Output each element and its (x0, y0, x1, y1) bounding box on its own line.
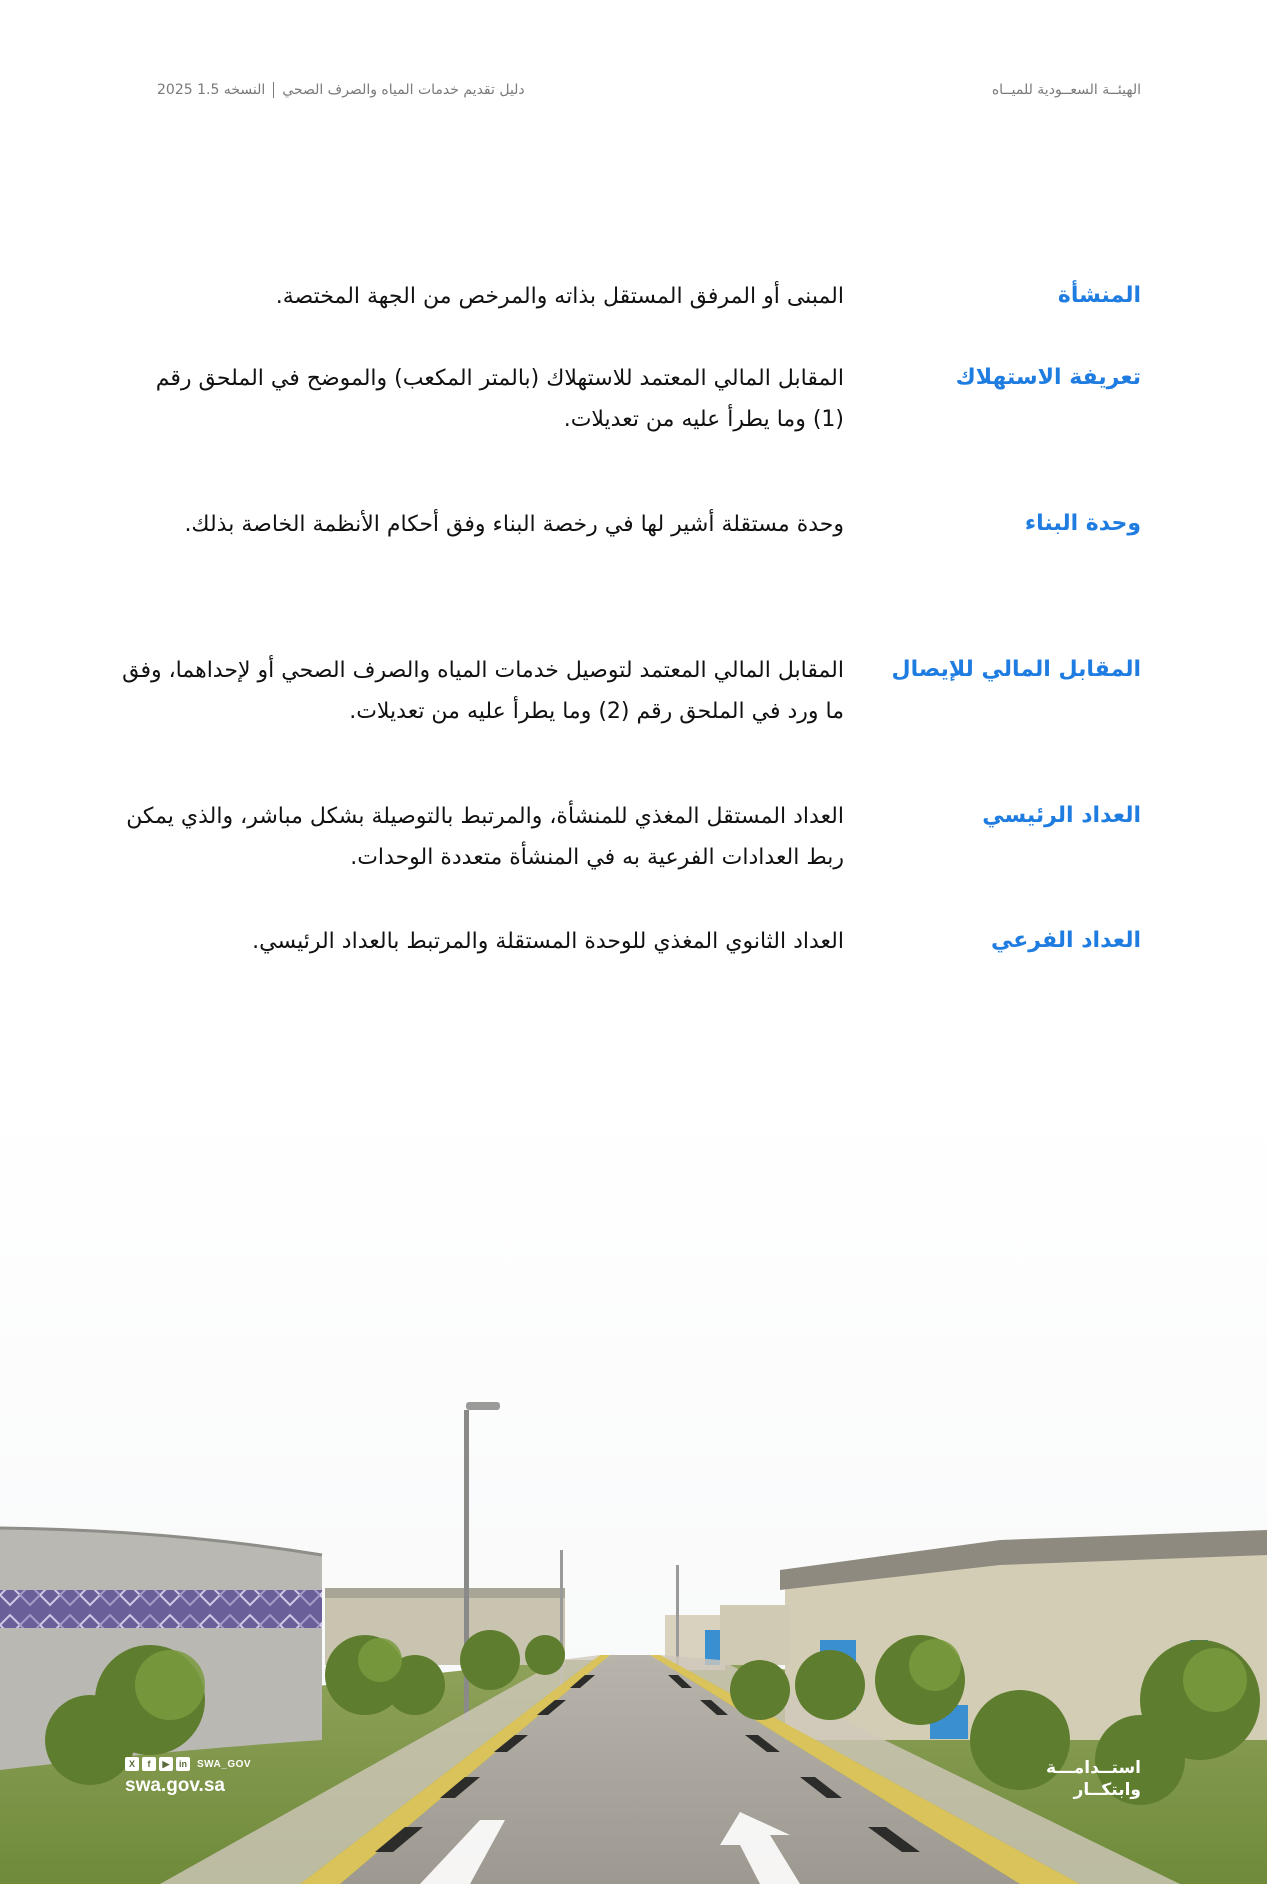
website-link[interactable]: swa.gov.sa (125, 1775, 225, 1796)
definition-row (120, 504, 1141, 545)
slogan (1046, 1757, 1141, 1801)
definition-description: العداد المستقل المغذي للمنشأة، والمرتبط بالتوصيلة بشكل مباشر، والذي يمكن ربط العدادات الفرعية به في المنشأة متعددة الوحدات. (126, 804, 844, 870)
page-header (157, 78, 1141, 102)
x-icon[interactable]: X (125, 1757, 139, 1771)
social-handle: SWA_GOV (197, 1758, 252, 1770)
slogan-line: استــدامـــة (1045, 1758, 1141, 1778)
social-footer (125, 1757, 251, 1797)
definition-description: وحدة مستقلة أشير لها في رخصة البناء وفق أحكام الأنظمة الخاصة بذلك. (184, 512, 844, 537)
social-links (125, 1757, 251, 1771)
guide-title: دليل تقديم خدمات المياه والصرف الصحي (282, 82, 525, 98)
definition-term: وحدة البناء (1024, 511, 1141, 536)
definition-description: المبنى أو المرفق المستقل بذاته والمرخص من الجهة المختصة. (275, 284, 844, 309)
definition-term: العداد الرئيسي (982, 803, 1141, 828)
definition-description: العداد الثانوي المغذي للوحدة المستقلة والمرتبط بالعداد الرئيسي. (252, 929, 844, 954)
linkedin-icon[interactable]: in (176, 1757, 190, 1771)
organization-name: الهيئــة السعــودية للميــاه (991, 82, 1141, 98)
youtube-icon[interactable]: ▶ (159, 1757, 173, 1771)
definition-description: المقابل المالي المعتمد للاستهلاك (بالمتر المكعب) والموضح في الملحق رقم (1) وما يطرأ عليه من تعديلات. (155, 366, 844, 432)
definition-row (120, 358, 1141, 440)
definition-description: المقابل المالي المعتمد لتوصيل خدمات المياه والصرف الصحي أو لإحداهما، وفق ما ورد في الملحق رقم (2) وما يطرأ عليه من تعديلات. (122, 658, 844, 724)
document-info (157, 82, 525, 98)
definition-term: المنشأة (1057, 283, 1141, 308)
slogan-line: وابتكــار (1073, 1780, 1141, 1800)
definition-row (120, 796, 1141, 878)
definition-row (120, 650, 1141, 732)
header-divider (273, 82, 274, 98)
definition-row (120, 276, 1141, 317)
definition-term: المقابل المالي للإيصال (891, 657, 1141, 682)
definition-term: العداد الفرعي (990, 928, 1141, 953)
facility-photo (0, 1100, 1267, 1884)
definition-row (120, 921, 1141, 962)
facebook-icon[interactable]: f (142, 1757, 156, 1771)
definition-term: تعريفة الاستهلاك (955, 365, 1141, 390)
version-label: النسخه 1.5 2025 (157, 82, 266, 98)
